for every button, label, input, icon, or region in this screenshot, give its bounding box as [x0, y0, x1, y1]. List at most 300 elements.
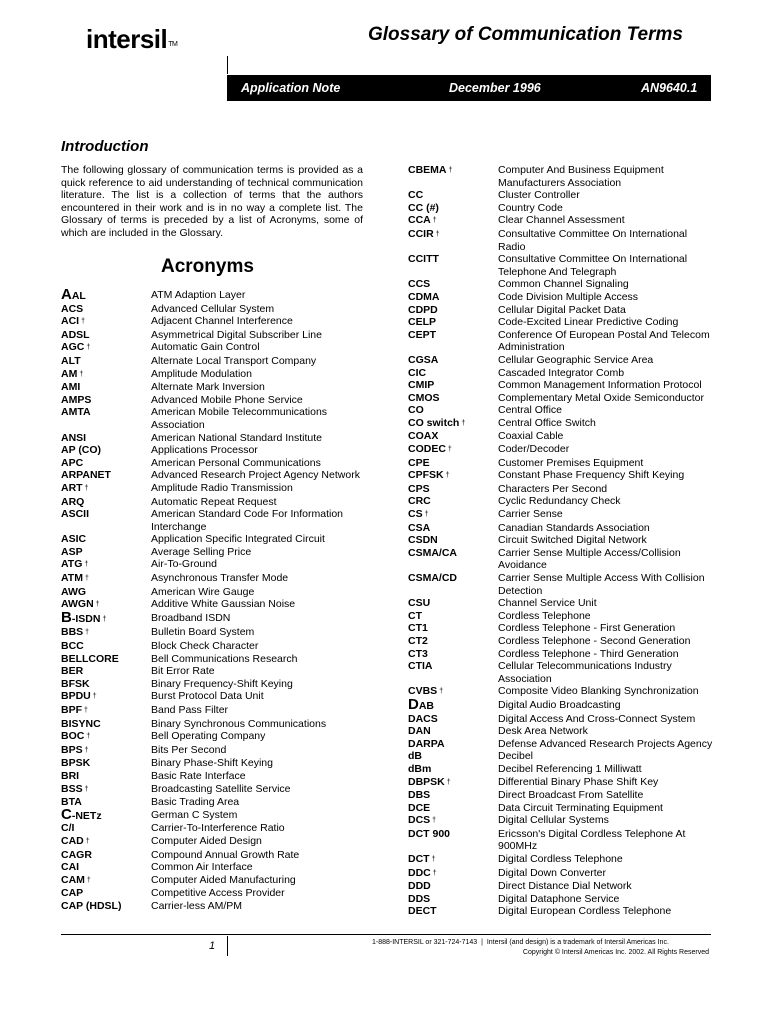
acronym-entry	[408, 228, 713, 253]
acronym-term: DDS	[408, 892, 431, 905]
acronym-entry	[408, 776, 713, 790]
acronym-term: CVBS †	[408, 685, 444, 698]
acronym-definition: Cyclic Redundancy Check	[498, 495, 621, 508]
acronym-entry	[61, 496, 379, 509]
dagger-mark: †	[445, 472, 450, 480]
acronym-definition: Digital Audio Broadcasting	[498, 698, 621, 711]
acronym-entry	[408, 392, 713, 405]
dagger-mark: †	[92, 693, 97, 701]
section-letter: D	[408, 695, 419, 713]
acronym-term: CSMA/CD	[408, 572, 457, 584]
acronym-definition: Complementary Metal Oxide Semiconductor	[498, 391, 705, 404]
acronym-entry	[408, 367, 713, 380]
acronym-definition: American Personal Communications	[151, 456, 321, 469]
acronym-definition: ATM Adaption Layer	[151, 289, 246, 301]
acronym-definition: Air-To-Ground	[151, 558, 217, 571]
dagger-mark: †	[84, 561, 89, 569]
acronym-entry	[61, 665, 379, 678]
acronym-entry	[408, 316, 713, 329]
acronym-entry	[61, 598, 379, 612]
acronym-definition: Cellular Geographic Service Area	[498, 353, 654, 366]
acronym-entry	[61, 608, 379, 627]
acronym-term: APC	[61, 456, 84, 469]
acronym-term: ARPANET	[61, 469, 111, 482]
dagger-mark: †	[432, 817, 437, 825]
acronym-term: CO	[408, 404, 424, 417]
acronym-term: ATM †	[61, 572, 89, 585]
acronym-definition: Amplitude Radio Transmission	[151, 481, 293, 494]
acronym-definition: Cordless Telephone - First Generation	[498, 622, 676, 635]
section-letter: A	[61, 286, 72, 303]
acronym-entry	[408, 572, 713, 597]
acronym-entry	[61, 355, 379, 368]
acronym-entry	[408, 635, 713, 648]
acronym-definition: Desk Area Network	[498, 725, 588, 738]
acronym-entry	[408, 648, 713, 661]
acronym-term: CSA	[408, 521, 431, 534]
acronym-entry	[408, 695, 713, 713]
acronym-term: CAM †	[61, 873, 91, 886]
acronym-entry	[408, 789, 713, 802]
acronym-definition: Broadcasting Satellite Service	[151, 782, 291, 795]
acronym-entry	[408, 905, 713, 918]
acronym-definition: Bits Per Second	[151, 743, 227, 756]
acronym-definition: Differential Binary Phase Shift Key	[498, 775, 659, 788]
acronym-definition: Central Office Switch	[498, 416, 596, 429]
acronym-term: DDD	[408, 880, 431, 893]
acronym-term: DBS	[408, 789, 431, 802]
acronym-term: CDMA	[408, 290, 440, 303]
section-letter: C	[61, 805, 72, 823]
acronym-entry	[61, 546, 379, 559]
header-bar	[227, 75, 711, 101]
acronym-definition: Characters Per Second	[498, 482, 608, 495]
acronym-term: DARPA	[408, 737, 445, 750]
acronym-definition: Automatic Gain Control	[151, 341, 260, 354]
acronym-definition: Carrier Sense Multiple Access/Collision Avoidance	[498, 546, 681, 572]
acronym-entry	[408, 622, 713, 635]
acronym-term: CODEC †	[408, 443, 452, 456]
dagger-mark: †	[84, 484, 89, 492]
acronym-definition: Carrier Sense	[498, 508, 563, 521]
acronym-entry	[61, 469, 379, 482]
acronym-entry	[61, 874, 379, 888]
acronym-term: CAGR	[61, 848, 92, 861]
acronym-term: CO switch †	[408, 416, 466, 429]
dagger-mark: †	[86, 733, 91, 741]
acronym-definition: Alternate Local Transport Company	[151, 354, 317, 367]
acronym-entry	[408, 304, 713, 317]
acronym-entry	[61, 444, 379, 457]
acronym-definition: Applications Processor	[151, 444, 258, 457]
acronym-entry	[408, 404, 713, 417]
acronym-entry	[408, 495, 713, 508]
dagger-mark: †	[84, 746, 89, 754]
acronym-term: BISYNC	[61, 717, 101, 730]
acronym-term: ASCII	[61, 508, 90, 521]
acronym-definition: Circuit Switched Digital Network	[498, 534, 647, 547]
dagger-mark: †	[448, 167, 453, 174]
acronym-definition: Consultative Committee On International Radio	[498, 227, 688, 253]
acronym-entry	[408, 483, 713, 496]
acronym-entry	[61, 744, 379, 758]
acronym-definition: Clear Channel Assessment	[498, 214, 625, 227]
dagger-mark: †	[447, 446, 452, 454]
acronym-term: CPE	[408, 456, 430, 469]
acronym-entry	[61, 368, 379, 382]
acronym-definition: Advanced Mobile Phone Service	[151, 393, 303, 406]
acronym-term: ATG †	[61, 558, 89, 571]
acronym-definition: Band Pass Filter	[151, 704, 229, 716]
acronym-term: CEPT	[408, 328, 437, 341]
page-title: Glossary of Communication Terms	[368, 24, 683, 45]
acronym-definition: Cellular Digital Packet Data	[498, 303, 626, 316]
acronym-entry	[61, 849, 379, 862]
acronym-term: ART †	[61, 481, 89, 494]
acronym-entry	[61, 406, 379, 431]
footer-info: 1-888-INTERSIL or 321-724-7143 | Intersil (and design) is a trademark of Intersil Americas Inc. Copyright © Intersil Americas Inc. 2002. All Rights Reserved	[372, 939, 709, 956]
acronym-term: ACS	[61, 302, 84, 315]
acronym-definition: Asymmetrical Digital Subscriber Line	[151, 328, 322, 341]
acronym-definition: German C System	[151, 808, 238, 821]
acronym-entry	[61, 394, 379, 407]
acronym-definition: Bit Error Rate	[151, 665, 215, 678]
acronym-term: DDC †	[408, 866, 437, 879]
acronym-definition: Cordless Telephone	[498, 609, 591, 622]
acronym-definition: Digital Dataphone Service	[498, 892, 620, 905]
acronym-entry	[408, 725, 713, 738]
acronym-definition: Binary Synchronous Communications	[151, 717, 327, 730]
dagger-mark: †	[424, 511, 429, 519]
acronym-definition: Burst Protocol Data Unit	[151, 690, 264, 703]
acronym-entry	[408, 253, 713, 278]
acronym-definition: Block Check Character	[151, 640, 259, 653]
acronym-term: CS †	[408, 508, 429, 521]
acronym-entry	[61, 704, 379, 718]
acronym-entry	[61, 482, 379, 496]
acronym-entry	[408, 522, 713, 535]
acronym-definition: American National Standard Institute	[151, 431, 323, 444]
acronym-entry	[408, 853, 713, 867]
acronym-definition: Cellular Telecommunications Industry Association	[498, 660, 672, 685]
acronym-term: AMPS	[61, 393, 92, 406]
acronym-term: CAI	[61, 861, 80, 874]
acronym-term: BTA	[61, 796, 82, 809]
intersil-logo: intersilTM	[86, 24, 178, 54]
acronym-term: CIC	[408, 366, 427, 379]
acronym-term: CC	[408, 189, 424, 202]
acronym-definition: Country Code	[498, 201, 563, 214]
acronym-term: DBPSK †	[408, 775, 451, 788]
acronym-entry	[408, 354, 713, 367]
acronym-definition: Adjacent Channel Interference	[151, 315, 293, 328]
acronym-term: AGC †	[61, 341, 91, 354]
acronym-definition: Compound Annual Growth Rate	[151, 848, 300, 861]
acronyms-heading: Acronyms	[161, 256, 254, 277]
acronym-definition: Digital European Cordless Telephone	[498, 905, 672, 918]
acronym-entry	[61, 303, 379, 316]
acronym-definition: Cascaded Integrator Comb	[498, 366, 625, 379]
acronym-entry	[408, 713, 713, 726]
dagger-mark: †	[86, 876, 91, 884]
acronym-definition: Code-Excited Linear Predictive Coding	[498, 316, 679, 329]
acronym-term: AMTA	[61, 406, 91, 419]
acronym-entry	[61, 586, 379, 599]
acronym-entry	[61, 770, 379, 783]
acronym-definition: Broadband ISDN	[151, 611, 231, 624]
acronym-entry	[408, 214, 713, 228]
acronym-term: ALT	[61, 354, 81, 367]
acronym-definition: Cordless Telephone - Third Generation	[498, 647, 679, 660]
acronym-entry	[61, 653, 379, 666]
acronym-term: CT	[408, 609, 422, 622]
acronym-entry	[408, 867, 713, 881]
footer-rule	[61, 934, 711, 935]
acronym-term: DCE	[408, 801, 431, 814]
dagger-mark: †	[446, 778, 451, 786]
acronym-entry	[61, 558, 379, 572]
acronym-definition: Application Specific Integrated Circuit	[151, 533, 325, 546]
acronym-definition: Decibel	[498, 750, 534, 763]
acronym-entry	[61, 900, 379, 913]
acronym-definition: Digital Cordless Telephone	[498, 853, 623, 866]
acronym-entry	[408, 660, 713, 685]
acronym-definition: Digital Down Converter	[498, 866, 606, 879]
trademark-mark: TM	[168, 41, 178, 48]
acronym-term: CDPD	[408, 303, 438, 316]
acronym-definition: Carrier-To-Interference Ratio	[151, 822, 285, 835]
acronym-entry	[61, 796, 379, 809]
acronym-term: ADSL	[61, 328, 90, 341]
acronym-term: BRI	[61, 769, 80, 782]
acronym-entry	[61, 757, 379, 770]
acronym-entry	[408, 738, 713, 751]
acronym-term: CPS	[408, 482, 430, 495]
acronym-entry	[408, 547, 713, 572]
acronym-definition: Carrier-less AM/PM	[151, 899, 243, 912]
footer-phone: 1-888-INTERSIL or 321-724-7143	[372, 939, 478, 946]
dagger-mark: †	[439, 688, 444, 696]
acronym-term: BPSK	[61, 757, 91, 770]
acronym-definition: Basic Rate Interface	[151, 769, 246, 782]
acronym-entry	[408, 457, 713, 470]
dagger-mark: †	[85, 837, 90, 845]
acronym-entry	[61, 341, 379, 355]
acronym-term: dB	[408, 750, 422, 763]
acronym-definition: Coaxial Cable	[498, 430, 564, 443]
acronym-term: CGSA	[408, 353, 439, 366]
dagger-mark: †	[85, 629, 90, 637]
acronym-definition: Automatic Repeat Request	[151, 495, 277, 508]
acronym-entry	[61, 678, 379, 691]
acronym-term: AAL	[61, 286, 86, 303]
acronym-entry	[61, 457, 379, 470]
acronym-term: dBm	[408, 762, 432, 775]
acronym-term: CPFSK †	[408, 469, 450, 482]
acronym-entry	[408, 685, 713, 699]
acronym-entry	[61, 626, 379, 640]
acronym-entry	[408, 278, 713, 291]
acronym-definition: Binary Frequency-Shift Keying	[151, 677, 293, 690]
acronym-entry	[61, 640, 379, 653]
acronym-definition: American Standard Code For Information Interchange	[151, 508, 344, 533]
acronym-term: ASIC	[61, 533, 87, 546]
acronym-entry	[408, 469, 713, 483]
acronym-term: BBS †	[61, 626, 90, 639]
acronym-definition: American Mobile Telecommunications Association	[151, 406, 328, 431]
acronym-term: CSMA/CA	[408, 546, 457, 559]
acronym-definition: Channel Service Unit	[498, 597, 597, 610]
acronym-definition: Direct Broadcast From Satellite	[498, 789, 644, 802]
acronym-entry	[408, 164, 713, 189]
acronym-entry	[61, 533, 379, 546]
acronym-term: C/I	[61, 822, 75, 835]
acronym-entry	[408, 508, 713, 522]
acronym-definition: Competitive Access Provider	[151, 887, 285, 900]
acronym-entry	[61, 835, 379, 849]
acronym-definition: Cordless Telephone - Second Generation	[498, 634, 691, 647]
intro-heading: Introduction	[61, 138, 149, 155]
acronym-term: DAB	[408, 695, 435, 713]
acronym-definition: Basic Trading Area	[151, 796, 240, 809]
acronym-term: DCT 900	[408, 827, 451, 840]
acronym-term: DCT †	[408, 853, 436, 866]
acronym-term: B-ISDN †	[61, 608, 107, 626]
acronym-definition: Asynchronous Transfer Mode	[151, 572, 289, 585]
dagger-mark: †	[435, 230, 440, 238]
acronym-definition: Ericsson's Digital Cordless Telephone At 900MHz	[498, 827, 686, 853]
acronym-entry	[61, 329, 379, 342]
dagger-mark: †	[81, 318, 85, 326]
acronym-definition: Constant Phase Frequency Shift Keying	[498, 469, 685, 482]
acronym-entry	[61, 572, 379, 586]
acronym-entry	[408, 610, 713, 623]
dagger-mark: †	[84, 785, 89, 793]
dagger-mark: †	[431, 856, 436, 864]
acronym-definition: Computer Aided Design	[151, 834, 262, 847]
acronym-entry	[408, 828, 713, 853]
acronym-entry	[408, 880, 713, 893]
acronym-term: ACI †	[61, 315, 85, 328]
acronym-term: CAD †	[61, 834, 90, 847]
acronym-term: BPF †	[61, 704, 88, 716]
dagger-mark: †	[432, 869, 437, 877]
dagger-mark: †	[79, 370, 84, 378]
acronym-definition: Conference Of European Postal And Telecom Administration	[498, 328, 710, 354]
acronym-definition: Digital Cellular Systems	[498, 814, 609, 827]
acronym-definition: Bell Communications Research	[151, 652, 298, 665]
section-letter: B	[61, 608, 72, 626]
acronym-definition: Binary Phase-Shift Keying	[151, 757, 273, 770]
acronym-term: CMOS	[408, 391, 440, 404]
doc-type: Application Note	[241, 81, 341, 95]
acronym-term: CCS	[408, 278, 431, 291]
page-number: 1	[209, 940, 216, 952]
acronym-definition: Code Division Multiple Access	[498, 290, 639, 303]
acronym-term: AWG	[61, 585, 87, 598]
header-divider	[227, 56, 228, 74]
dagger-mark: †	[102, 615, 107, 623]
acronym-entry	[61, 508, 379, 533]
acronym-term: BFSK	[61, 677, 90, 690]
acronym-entry	[408, 329, 713, 354]
acronym-term: BPS †	[61, 743, 89, 756]
acronym-term: BELLCORE	[61, 652, 119, 665]
acronym-definition: Digital Access And Cross-Connect System	[498, 712, 696, 725]
doc-number: AN9640.1	[641, 81, 698, 95]
acronym-term: CT3	[408, 647, 428, 660]
acronym-term: BPDU †	[61, 690, 97, 703]
dagger-mark: †	[432, 217, 437, 225]
acronym-entry	[408, 750, 713, 763]
acronym-entry	[61, 822, 379, 835]
acronym-definition: Alternate Mark Inversion	[151, 381, 265, 394]
acronym-term: CCITT	[408, 253, 439, 266]
acronym-term: CT1	[408, 622, 428, 635]
dagger-mark: †	[461, 419, 466, 427]
acronym-entry	[61, 805, 379, 823]
acronym-definition: Defense Advanced Research Projects Agency	[498, 737, 713, 750]
acronym-term: CCA †	[408, 214, 437, 227]
doc-date: December 1996	[449, 81, 541, 95]
dagger-mark: †	[95, 601, 100, 609]
acronym-term: AWGN †	[61, 598, 100, 611]
acronym-term: C-NETz	[61, 805, 102, 823]
acronym-definition: Advanced Cellular System	[151, 302, 275, 315]
acronym-entry	[408, 189, 713, 202]
acronym-term: DCS †	[408, 814, 437, 827]
acronym-entry	[61, 783, 379, 797]
acronym-definition: Central Office	[498, 404, 562, 417]
acronym-list-left	[61, 286, 379, 913]
acronym-term: DAN	[408, 725, 431, 738]
acronym-entry	[61, 381, 379, 394]
acronym-entry	[408, 443, 713, 457]
acronym-entry	[61, 861, 379, 874]
acronym-definition: Decibel Referencing 1 Milliwatt	[498, 762, 642, 775]
acronym-entry	[408, 379, 713, 392]
acronym-entry	[61, 315, 379, 329]
acronym-definition: Advanced Research Project Agency Network	[151, 469, 360, 482]
footer-divider	[227, 936, 228, 956]
footer-copyright: Copyright © Intersil Americas Inc. 2002. All Rights Reserved	[522, 949, 709, 956]
intro-text: The following glossary of communication terms is provided as a quick reference to aid understanding of technical communication literature. The list is a collection of terms that the authors encountered in their work and is in no way a complete list. The Glossary of terms is preceded by a list of Acronyms, some of which are included in the Glossary.	[61, 164, 363, 239]
acronym-entry	[408, 893, 713, 906]
acronym-definition: Canadian Standards Association	[498, 521, 650, 534]
acronym-term: CSU	[408, 597, 431, 610]
dagger-mark: †	[86, 344, 91, 352]
acronym-term: ARQ	[61, 495, 85, 508]
acronym-entry	[61, 730, 379, 744]
acronym-term: CTIA	[408, 660, 433, 673]
acronym-definition: Average Selling Price	[151, 545, 252, 558]
acronym-term: ASP	[61, 545, 83, 558]
acronym-term: AM †	[61, 367, 84, 380]
acronym-definition: Coder/Decoder	[498, 443, 570, 456]
acronym-term: ANSI	[61, 431, 87, 444]
acronym-entry	[408, 802, 713, 815]
dagger-mark: †	[84, 707, 88, 714]
acronym-term: CMIP	[408, 379, 435, 392]
acronym-term: BSS †	[61, 782, 89, 795]
acronym-term: CT2	[408, 634, 428, 647]
acronym-definition: Consultative Committee On International Telephone And Telegraph	[498, 253, 688, 278]
acronym-entry	[61, 432, 379, 445]
acronym-entry	[408, 202, 713, 215]
acronym-term: BER	[61, 665, 84, 678]
acronym-entry	[408, 430, 713, 443]
acronym-term: CRC	[408, 495, 431, 508]
